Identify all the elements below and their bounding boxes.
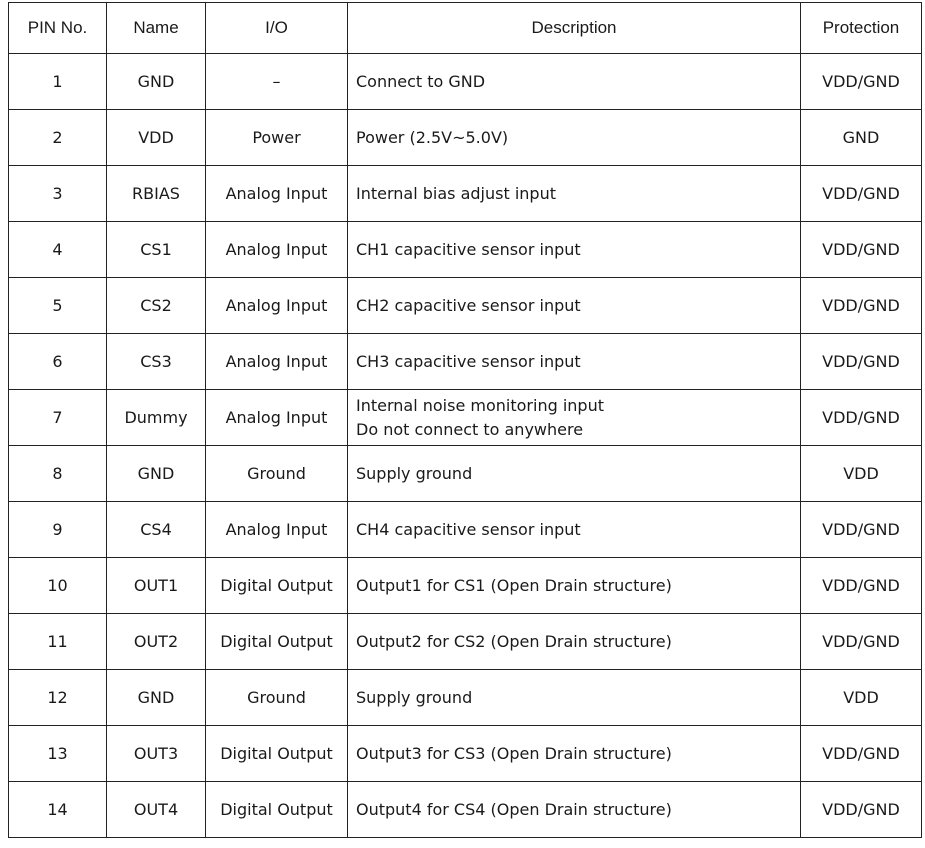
cell-description bbox=[348, 334, 801, 390]
cell-io: Digital Output bbox=[206, 726, 348, 782]
cell-io: Power bbox=[206, 110, 348, 166]
header-io: I/O bbox=[206, 3, 348, 54]
table-row bbox=[9, 726, 922, 782]
cell-description bbox=[348, 222, 801, 278]
description-line: Internal bias adjust input bbox=[356, 183, 556, 203]
cell-name: VDD bbox=[107, 110, 206, 166]
table-row bbox=[9, 54, 922, 110]
cell-protection: VDD/GND bbox=[801, 166, 922, 222]
cell-description bbox=[348, 726, 801, 782]
cell-protection: VDD/GND bbox=[801, 390, 922, 446]
cell-pin-no: 13 bbox=[9, 726, 107, 782]
table-row bbox=[9, 558, 922, 614]
cell-description bbox=[348, 278, 801, 334]
description-line: Supply ground bbox=[356, 463, 473, 483]
table-row bbox=[9, 110, 922, 166]
cell-protection: VDD/GND bbox=[801, 726, 922, 782]
cell-pin-no: 12 bbox=[9, 670, 107, 726]
cell-description bbox=[348, 54, 801, 110]
cell-pin-no: 7 bbox=[9, 390, 107, 446]
cell-io: Ground bbox=[206, 670, 348, 726]
cell-description bbox=[348, 558, 801, 614]
cell-io: Analog Input bbox=[206, 278, 348, 334]
cell-pin-no: 14 bbox=[9, 782, 107, 838]
table-header bbox=[9, 3, 922, 54]
cell-name: GND bbox=[107, 54, 206, 110]
cell-name: GND bbox=[107, 670, 206, 726]
cell-io: Digital Output bbox=[206, 558, 348, 614]
cell-io: Analog Input bbox=[206, 166, 348, 222]
cell-name: GND bbox=[107, 446, 206, 502]
cell-io: Analog Input bbox=[206, 222, 348, 278]
cell-name: OUT3 bbox=[107, 726, 206, 782]
cell-protection: VDD/GND bbox=[801, 334, 922, 390]
cell-protection: VDD/GND bbox=[801, 278, 922, 334]
table-row bbox=[9, 670, 922, 726]
cell-name: Dummy bbox=[107, 390, 206, 446]
cell-io: Analog Input bbox=[206, 334, 348, 390]
cell-pin-no: 8 bbox=[9, 446, 107, 502]
cell-pin-no: 2 bbox=[9, 110, 107, 166]
description-line: Internal noise monitoring input bbox=[356, 395, 604, 415]
cell-pin-no: 3 bbox=[9, 166, 107, 222]
cell-name: CS4 bbox=[107, 502, 206, 558]
cell-io: Analog Input bbox=[206, 390, 348, 446]
cell-description bbox=[348, 390, 801, 446]
cell-description bbox=[348, 614, 801, 670]
cell-io: Ground bbox=[206, 446, 348, 502]
pin-description-table bbox=[8, 2, 922, 838]
cell-name: OUT2 bbox=[107, 614, 206, 670]
description-line: Power (2.5V~5.0V) bbox=[356, 127, 509, 147]
cell-protection: VDD/GND bbox=[801, 558, 922, 614]
cell-io: Digital Output bbox=[206, 614, 348, 670]
cell-description bbox=[348, 670, 801, 726]
cell-pin-no: 11 bbox=[9, 614, 107, 670]
cell-pin-no: 9 bbox=[9, 502, 107, 558]
cell-protection: VDD bbox=[801, 670, 922, 726]
description-line: Do not connect to anywhere bbox=[356, 419, 584, 439]
cell-pin-no: 5 bbox=[9, 278, 107, 334]
description-line: Connect to GND bbox=[356, 71, 486, 91]
header-pin-no: PIN No. bbox=[9, 3, 107, 54]
table-row bbox=[9, 166, 922, 222]
cell-name: OUT4 bbox=[107, 782, 206, 838]
header-row bbox=[9, 3, 922, 54]
cell-protection: VDD/GND bbox=[801, 782, 922, 838]
cell-name: OUT1 bbox=[107, 558, 206, 614]
cell-name: CS2 bbox=[107, 278, 206, 334]
cell-io: Analog Input bbox=[206, 502, 348, 558]
table-row bbox=[9, 446, 922, 502]
cell-protection: GND bbox=[801, 110, 922, 166]
description-line: CH2 capacitive sensor input bbox=[356, 295, 581, 315]
description-line: Output1 for CS1 (Open Drain structure) bbox=[356, 575, 672, 595]
description-line: Output4 for CS4 (Open Drain structure) bbox=[356, 799, 672, 819]
table-row bbox=[9, 278, 922, 334]
description-line: Output2 for CS2 (Open Drain structure) bbox=[356, 631, 672, 651]
cell-protection: VDD/GND bbox=[801, 614, 922, 670]
cell-description bbox=[348, 110, 801, 166]
cell-pin-no: 10 bbox=[9, 558, 107, 614]
table-row bbox=[9, 222, 922, 278]
table-row bbox=[9, 502, 922, 558]
cell-protection: VDD/GND bbox=[801, 54, 922, 110]
table-row bbox=[9, 390, 922, 446]
cell-description bbox=[348, 502, 801, 558]
description-line: Supply ground bbox=[356, 687, 473, 707]
cell-pin-no: 6 bbox=[9, 334, 107, 390]
table-body bbox=[9, 54, 922, 838]
cell-protection: VDD/GND bbox=[801, 502, 922, 558]
header-description: Description bbox=[348, 3, 801, 54]
cell-description bbox=[348, 446, 801, 502]
table-row bbox=[9, 782, 922, 838]
cell-pin-no: 4 bbox=[9, 222, 107, 278]
header-name: Name bbox=[107, 3, 206, 54]
cell-name: RBIAS bbox=[107, 166, 206, 222]
cell-io: – bbox=[206, 54, 348, 110]
cell-description bbox=[348, 166, 801, 222]
cell-pin-no: 1 bbox=[9, 54, 107, 110]
description-line: Output3 for CS3 (Open Drain structure) bbox=[356, 743, 672, 763]
cell-protection: VDD bbox=[801, 446, 922, 502]
header-protection: Protection bbox=[801, 3, 922, 54]
description-line: CH3 capacitive sensor input bbox=[356, 351, 581, 371]
description-line: CH1 capacitive sensor input bbox=[356, 239, 581, 259]
cell-io: Digital Output bbox=[206, 782, 348, 838]
table-row bbox=[9, 614, 922, 670]
cell-description bbox=[348, 782, 801, 838]
table-row bbox=[9, 334, 922, 390]
description-line: CH4 capacitive sensor input bbox=[356, 519, 581, 539]
cell-name: CS3 bbox=[107, 334, 206, 390]
cell-protection: VDD/GND bbox=[801, 222, 922, 278]
cell-name: CS1 bbox=[107, 222, 206, 278]
